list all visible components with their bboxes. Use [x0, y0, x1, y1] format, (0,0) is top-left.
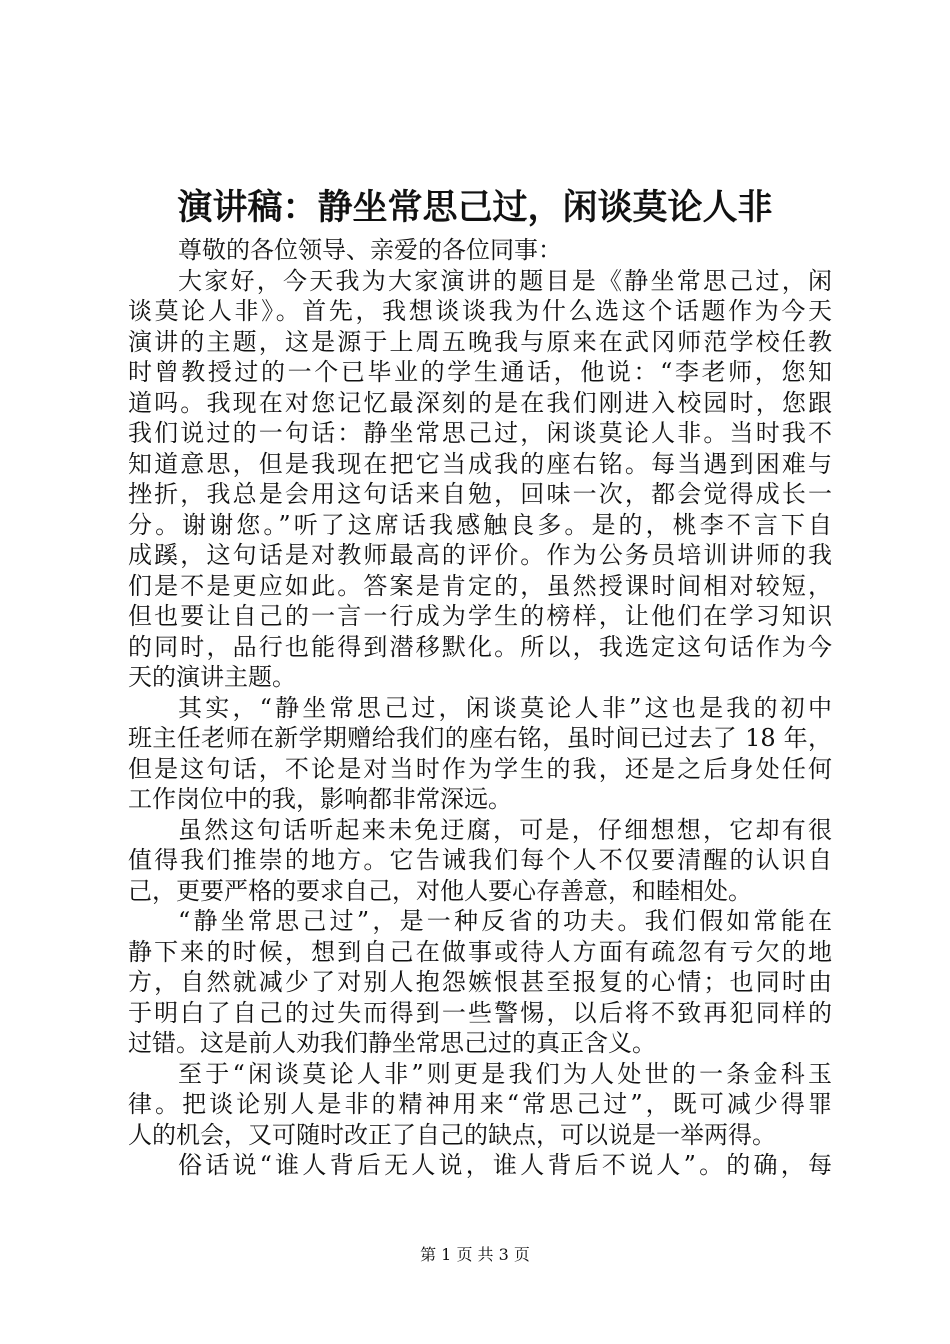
text-line: 谈莫论人非》。首先，我想谈谈我为什么选这个话题作为今天 [128, 297, 832, 325]
text-line: 成蹊，这句话是对教师最高的评价。作为公务员培训讲师的我 [128, 541, 832, 569]
text-line: 己，更要严格的要求自己，对他人要心存善意，和睦相处。 [128, 876, 752, 905]
page-footer: 第 1 页 共 3 页 [420, 1245, 530, 1264]
text-line: 于明白了自己的过失而得到一些警惕，以后将不致再犯同样的 [128, 998, 832, 1027]
text-line: 人的机会，又可随时改正了自己的缺点，可以说是一举两得。 [128, 1120, 776, 1149]
text-line: 过错。这是前人劝我们静坐常思己过的真正含义。 [128, 1029, 656, 1057]
text-line: 虽然这句话听起来未免迂腐，可是，仔细想想，它却有很 [178, 815, 832, 844]
text-line: 俗话说“谁人背后无人说，谁人背后不说人”。的确，每 [178, 1151, 832, 1179]
text-line: 演讲的主题，这是源于上周五晚我与原来在武冈师范学校任教 [128, 327, 832, 356]
text-line: 大家好，今天我为大家演讲的题目是《静坐常思己过，闲 [178, 266, 832, 295]
text-line: 们是不是更应如此。答案是肯定的，虽然授课时间相对较短， [128, 571, 832, 600]
text-line: 的同时，品行也能得到潜移默化。所以，我选定这句话作为今 [128, 632, 832, 661]
text-line: 但也要让自己的一言一行成为学生的榜样，让他们在学习知识 [128, 602, 832, 630]
text-line: 时曾教授过的一个已毕业的学生通话，他说：“李老师，您知 [128, 358, 832, 386]
text-line: 至于“闲谈莫论人非”则更是我们为人处世的一条金科玉 [178, 1059, 832, 1088]
text-line: 班主任老师在新学期赠给我们的座右铭，虽时间已过去了 18 年， [128, 724, 832, 752]
text-line: 挫折，我总是会用这句话来自勉，回味一次，都会觉得成长一 [128, 480, 832, 508]
document-title: 演讲稿：静坐常思己过，闲谈莫论人非 [177, 187, 773, 228]
text-line: 天的演讲主题。 [128, 663, 296, 691]
text-line: 分。谢谢您。”听了这席话我感触良多。是的，桃李不言下自 [128, 510, 832, 539]
text-line: 静下来的时候，想到自己在做事或待人方面有疏忽有亏欠的地 [128, 937, 832, 966]
text-line: 方，自然就减少了对别人抱怨嫉恨甚至报复的心情；也同时由 [128, 968, 832, 996]
text-line: “静坐常思己过”，是一种反省的功夫。我们假如常能在 [178, 907, 832, 935]
document-body [128, 235, 832, 1181]
text-line: 知道意思，但是我现在把它当成我的座右铭。每当遇到困难与 [128, 449, 832, 478]
text-line: 我们说过的一句话：静坐常思己过，闲谈莫论人非。当时我不 [128, 419, 832, 447]
text-line: 值得我们推崇的地方。它告诫我们每个人不仅要清醒的认识自 [128, 846, 832, 874]
text-line: 道吗。我现在对您记忆最深刻的是在我们刚进入校园时，您跟 [128, 388, 832, 417]
text-line: 尊敬的各位领导、亲爱的各位同事： [178, 236, 562, 264]
text-line: 其实，“静坐常思己过，闲谈莫论人非”这也是我的初中 [178, 693, 832, 722]
text-line: 工作岗位中的我，影响都非常深远。 [128, 785, 512, 813]
text-line: 律。把谈论别人是非的精神用来“常思己过”，既可减少得罪 [128, 1090, 832, 1118]
text-line: 但是这句话，不论是对当时作为学生的我，还是之后身处任何 [128, 754, 832, 783]
